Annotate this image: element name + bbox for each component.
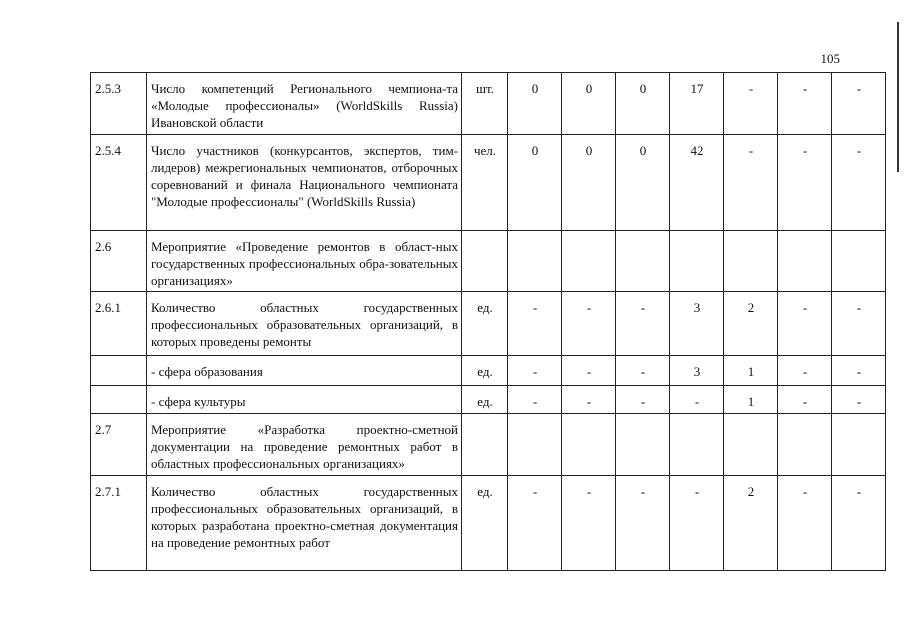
value-cell: -	[562, 476, 616, 571]
table-row	[91, 476, 886, 571]
value-cell: -	[562, 386, 616, 414]
value-cell	[670, 231, 724, 292]
value-cell	[616, 414, 670, 476]
value-cell: -	[832, 135, 886, 231]
value-cell: -	[724, 73, 778, 135]
value-cell: -	[562, 292, 616, 356]
value-cell: -	[778, 73, 832, 135]
table-row	[91, 231, 886, 292]
row-code: 2.7	[91, 414, 147, 476]
value-cell: -	[508, 476, 562, 571]
row-code: 2.5.3	[91, 73, 147, 135]
value-cell: -	[832, 292, 886, 356]
row-description: - сфера культуры	[147, 386, 462, 414]
value-cell: -	[832, 386, 886, 414]
value-cell	[832, 414, 886, 476]
value-cell: 0	[508, 135, 562, 231]
row-code	[91, 386, 147, 414]
row-code: 2.7.1	[91, 476, 147, 571]
row-unit: шт.	[462, 73, 508, 135]
row-description: - сфера образования	[147, 356, 462, 386]
value-cell: -	[616, 386, 670, 414]
value-cell: -	[616, 356, 670, 386]
value-cell	[670, 414, 724, 476]
value-cell	[724, 414, 778, 476]
value-cell: 0	[562, 135, 616, 231]
value-cell	[508, 414, 562, 476]
value-cell: -	[832, 356, 886, 386]
value-cell: -	[778, 135, 832, 231]
value-cell: -	[832, 476, 886, 571]
value-cell: -	[670, 476, 724, 571]
value-cell	[724, 231, 778, 292]
value-cell: -	[562, 356, 616, 386]
value-cell: 1	[724, 356, 778, 386]
table-row	[91, 414, 886, 476]
page-number: 105	[820, 51, 840, 66]
row-unit: ед.	[462, 356, 508, 386]
row-description: Число участников (конкурсантов, экспертов, тим-лидеров) межрегиональных чемпионатов, отборочных соревнований и финала Национального чемпионата "Молодые профессионалы" (WorldSkills Russia)	[147, 135, 462, 231]
value-cell: -	[832, 73, 886, 135]
row-unit: ед.	[462, 386, 508, 414]
value-cell: 1	[724, 386, 778, 414]
value-cell	[562, 414, 616, 476]
value-cell: -	[670, 386, 724, 414]
row-unit: ед.	[462, 292, 508, 356]
value-cell	[508, 231, 562, 292]
row-description: Мероприятие «Проведение ремонтов в област-ных государственных профессиональных обра-зовательных организациях»	[147, 231, 462, 292]
row-code	[91, 356, 147, 386]
value-cell: 3	[670, 292, 724, 356]
value-cell: 0	[562, 73, 616, 135]
row-unit: ед.	[462, 476, 508, 571]
value-cell: 0	[508, 73, 562, 135]
table-row	[91, 386, 886, 414]
value-cell: -	[508, 292, 562, 356]
value-cell: -	[616, 292, 670, 356]
row-code: 2.5.4	[91, 135, 147, 231]
value-cell: -	[508, 386, 562, 414]
value-cell: -	[616, 476, 670, 571]
value-cell: 2	[724, 476, 778, 571]
table-row	[91, 356, 886, 386]
value-cell: -	[778, 356, 832, 386]
value-cell	[832, 231, 886, 292]
row-unit: чел.	[462, 135, 508, 231]
value-cell	[778, 414, 832, 476]
row-code: 2.6	[91, 231, 147, 292]
value-cell: -	[778, 292, 832, 356]
row-unit	[462, 231, 508, 292]
table-row	[91, 292, 886, 356]
value-cell: 2	[724, 292, 778, 356]
row-unit	[462, 414, 508, 476]
row-description: Число компетенций Регионального чемпиона-та «Молодые профессионалы» (WorldSkills Russia) Ивановской области	[147, 73, 462, 135]
value-cell	[562, 231, 616, 292]
table-row	[91, 73, 886, 135]
scan-edge-line	[897, 22, 899, 172]
value-cell: -	[508, 356, 562, 386]
indicators-table	[90, 72, 886, 571]
table-row	[91, 135, 886, 231]
value-cell: -	[778, 386, 832, 414]
value-cell: 42	[670, 135, 724, 231]
value-cell: -	[724, 135, 778, 231]
value-cell: 0	[616, 135, 670, 231]
value-cell	[616, 231, 670, 292]
value-cell: -	[778, 476, 832, 571]
value-cell: 17	[670, 73, 724, 135]
row-code: 2.6.1	[91, 292, 147, 356]
value-cell	[778, 231, 832, 292]
value-cell: 3	[670, 356, 724, 386]
row-description: Количество областных государственных профессиональных образовательных организаций, в которых разработана проектно-сметная документация на проведение ремонтных работ	[147, 476, 462, 571]
row-description: Мероприятие «Разработка проектно-сметной документации на проведение ремонтных работ в областных профессиональных организациях»	[147, 414, 462, 476]
row-description: Количество областных государственных профессиональных образовательных организаций, в которых проведены ремонты	[147, 292, 462, 356]
value-cell: 0	[616, 73, 670, 135]
